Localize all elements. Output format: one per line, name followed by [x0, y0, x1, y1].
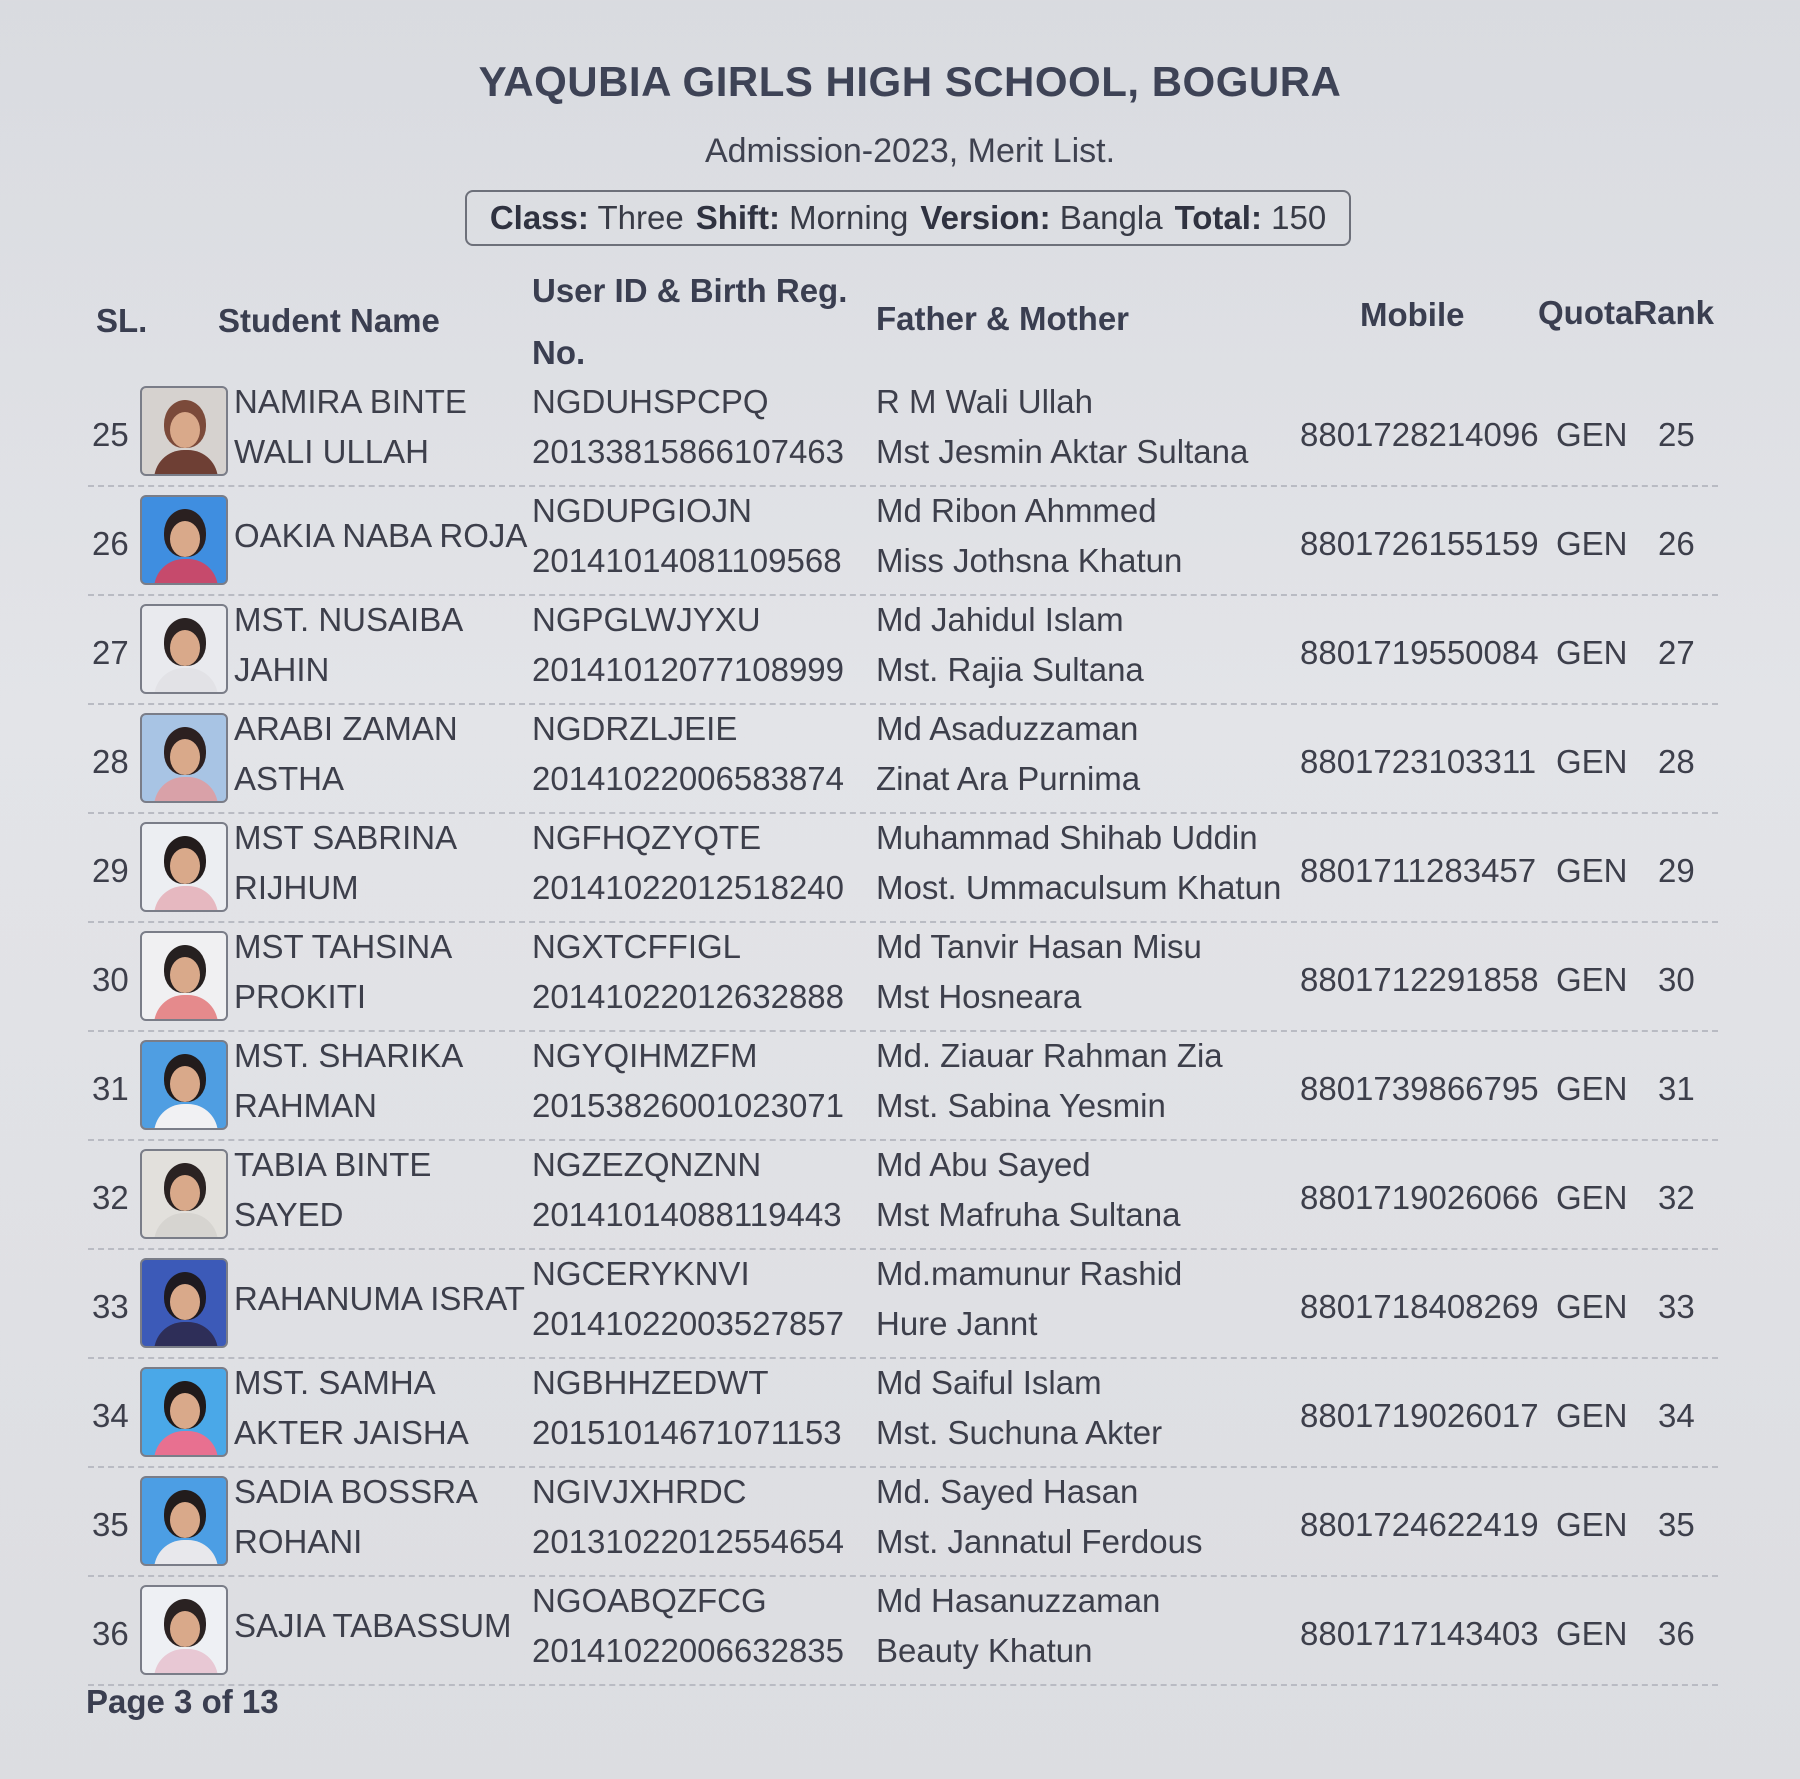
table-row	[88, 1141, 1718, 1250]
student-name-line1: MST. NUSAIBA	[234, 601, 464, 638]
photo-body	[154, 777, 218, 803]
rank: 35	[1658, 1506, 1695, 1543]
table-row	[88, 1577, 1718, 1686]
mother-name: Mst Jesmin Aktar Sultana	[876, 433, 1249, 470]
serial-number: 25	[92, 416, 129, 453]
photo-body	[154, 1540, 218, 1566]
total-value: 150	[1271, 199, 1327, 236]
student-photo	[140, 1367, 228, 1457]
mobile-number: 8801718408269	[1300, 1288, 1539, 1325]
photo-face	[170, 1502, 200, 1538]
mother-name: Mst Mafruha Sultana	[876, 1196, 1181, 1233]
mother-name: Mst. Suchuna Akter	[876, 1414, 1163, 1451]
mobile-number: 8801719550084	[1300, 634, 1539, 671]
user-id: NGDRZLJEIE	[532, 710, 738, 747]
father-name: Md Jahidul Islam	[876, 601, 1124, 638]
quota: GEN	[1556, 634, 1628, 671]
quota: GEN	[1556, 1070, 1628, 1107]
rank: 30	[1658, 961, 1695, 998]
col-header-name: Student Name	[218, 302, 440, 339]
photo-face	[170, 1175, 200, 1211]
quota: GEN	[1556, 525, 1628, 562]
rank: 31	[1658, 1070, 1695, 1107]
birth-reg-no: 20153826001023071	[532, 1087, 845, 1124]
serial-number: 31	[92, 1070, 129, 1107]
birth-reg-no: 20141022003527857	[532, 1305, 845, 1342]
list-subtitle: Admission-2023, Merit List.	[704, 132, 1116, 170]
student-name: RAHANUMA ISRAT	[234, 1280, 525, 1317]
table-row	[88, 1250, 1718, 1359]
birth-reg-no: 20131022012554654	[532, 1523, 845, 1560]
col-header-parents: Father & Mother	[876, 300, 1130, 337]
student-name-line2: WALI ULLAH	[234, 433, 430, 470]
student-photo	[140, 386, 228, 476]
col-header-quota-rank: QuotaRank	[1538, 294, 1715, 331]
table-row	[88, 1032, 1718, 1141]
student-name: OAKIA NABA ROJA	[234, 517, 528, 554]
student-name-line1: ARABI ZAMAN	[234, 710, 458, 747]
table-row	[88, 1468, 1718, 1577]
photo-body	[154, 559, 218, 585]
student-photo	[140, 1258, 228, 1348]
serial-number: 28	[92, 743, 129, 780]
col-header-uid-line1: User ID & Birth Reg.	[532, 272, 848, 309]
total-label: Total:	[1174, 199, 1262, 236]
serial-number: 35	[92, 1506, 129, 1543]
class-value: Three	[597, 199, 684, 236]
photo-face	[170, 630, 200, 666]
birth-reg-no: 20141022012632888	[532, 978, 845, 1015]
mother-name: Mst. Sabina Yesmin	[876, 1087, 1166, 1124]
birth-reg-no: 20141014081109568	[532, 542, 842, 579]
student-name-line1: MST. SAMHA	[234, 1364, 436, 1401]
father-name: R M Wali Ullah	[876, 383, 1093, 420]
col-header-uid-line2: No.	[532, 334, 586, 371]
mobile-number: 8801719026066	[1300, 1179, 1539, 1216]
photo-face	[170, 1284, 200, 1320]
rank: 34	[1658, 1397, 1695, 1434]
photo-body	[154, 1322, 218, 1348]
mobile-number: 8801728214096	[1300, 416, 1539, 453]
photo-body	[154, 1104, 218, 1130]
photo-body	[154, 1649, 218, 1675]
father-name: Md Saiful Islam	[876, 1364, 1102, 1401]
mobile-number: 8801726155159	[1300, 525, 1539, 562]
student-photo	[140, 1585, 228, 1675]
father-name: Md Abu Sayed	[876, 1146, 1091, 1183]
shift-value: Morning	[789, 199, 909, 236]
photo-face	[170, 957, 200, 993]
quota: GEN	[1556, 1179, 1628, 1216]
rank: 33	[1658, 1288, 1695, 1325]
photo-face	[170, 1066, 200, 1102]
serial-number: 27	[92, 634, 129, 671]
photo-face	[170, 848, 200, 884]
mother-name: Hure Jannt	[876, 1305, 1038, 1342]
father-name: Md Ribon Ahmmed	[876, 492, 1157, 529]
table-row	[88, 378, 1718, 487]
student-photo	[140, 1476, 228, 1566]
mother-name: Mst. Rajia Sultana	[876, 651, 1144, 688]
version-label: Version:	[920, 199, 1051, 236]
serial-number: 29	[92, 852, 129, 889]
rank: 32	[1658, 1179, 1695, 1216]
quota: GEN	[1556, 743, 1628, 780]
school-title: YAQUBIA GIRLS HIGH SCHOOL, BOGURA	[478, 58, 1342, 105]
table-row	[88, 814, 1718, 923]
student-name-line1: MST. SHARIKA	[234, 1037, 464, 1074]
student-photo	[140, 1149, 228, 1239]
student-photo	[140, 931, 228, 1021]
user-id: NGPGLWJYXU	[532, 601, 761, 638]
birth-reg-no: 20141022012518240	[532, 869, 845, 906]
mobile-number: 8801724622419	[1300, 1506, 1539, 1543]
student-name-line2: SAYED	[234, 1196, 344, 1233]
mother-name: Most. Ummaculsum Khatun	[876, 869, 1282, 906]
student-name-line1: MST SABRINA	[234, 819, 458, 856]
photo-body	[154, 995, 218, 1021]
user-id: NGDUHSPCPQ	[532, 383, 769, 420]
student-name-line2: PROKITI	[234, 978, 367, 1015]
serial-number: 33	[92, 1288, 129, 1325]
photo-face	[170, 412, 200, 448]
mobile-number: 8801723103311	[1300, 743, 1537, 780]
mother-name: Mst. Jannatul Ferdous	[876, 1523, 1203, 1560]
quota: GEN	[1556, 961, 1628, 998]
rank: 29	[1658, 852, 1695, 889]
mother-name: Beauty Khatun	[876, 1632, 1093, 1669]
birth-reg-no: 20141022006632835	[532, 1632, 845, 1669]
student-photo	[140, 822, 228, 912]
table-row	[88, 1359, 1718, 1468]
rank: 27	[1658, 634, 1695, 671]
student-name-line2: RIJHUM	[234, 869, 359, 906]
rank: 25	[1658, 416, 1695, 453]
photo-body	[154, 668, 218, 694]
user-id: NGIVJXHRDC	[532, 1473, 747, 1510]
user-id: NGZEZQNZNN	[532, 1146, 762, 1183]
father-name: Muhammad Shihab Uddin	[876, 819, 1258, 856]
user-id: NGYQIHMZFM	[532, 1037, 758, 1074]
rank: 36	[1658, 1615, 1695, 1652]
serial-number: 34	[92, 1397, 129, 1434]
rank: 26	[1658, 525, 1695, 562]
quota: GEN	[1556, 1397, 1628, 1434]
class-info-box	[465, 190, 1351, 246]
col-header-sl: SL.	[96, 302, 148, 339]
mobile-number: 8801711283457	[1300, 852, 1537, 889]
student-photo	[140, 713, 228, 803]
page-number: Page 3 of 13	[86, 1683, 279, 1720]
serial-number: 26	[92, 525, 129, 562]
father-name: Md Asaduzzaman	[876, 710, 1139, 747]
quota: GEN	[1556, 416, 1628, 453]
father-name: Md Hasanuzzaman	[876, 1582, 1161, 1619]
mobile-number: 8801717143403	[1300, 1615, 1539, 1652]
student-name-line1: SADIA BOSSRA	[234, 1473, 478, 1510]
mother-name: Mst Hosneara	[876, 978, 1082, 1015]
photo-face	[170, 1611, 200, 1647]
mobile-number: 8801712291858	[1300, 961, 1539, 998]
photo-face	[170, 521, 200, 557]
table-row	[88, 923, 1718, 1032]
table-row	[88, 705, 1718, 814]
rank: 28	[1658, 743, 1695, 780]
student-photo	[140, 604, 228, 694]
serial-number: 32	[92, 1179, 129, 1216]
col-header-mobile: Mobile	[1360, 296, 1465, 333]
student-name-line2: ROHANI	[234, 1523, 363, 1560]
father-name: Md. Sayed Hasan	[876, 1473, 1139, 1510]
version-value: Bangla	[1059, 199, 1163, 236]
photo-body	[154, 1431, 218, 1457]
student-name: SAJIA TABASSUM	[234, 1607, 512, 1644]
user-id: NGBHHZEDWT	[532, 1364, 769, 1401]
student-name-line1: NAMIRA BINTE	[234, 383, 467, 420]
photo-body	[154, 886, 218, 912]
student-photo	[140, 495, 228, 585]
birth-reg-no: 20133815866107463	[532, 433, 845, 470]
user-id: NGXTCFFIGL	[532, 928, 742, 965]
user-id: NGCERYKNVI	[532, 1255, 750, 1292]
table-row	[88, 596, 1718, 705]
quota: GEN	[1556, 1506, 1628, 1543]
photo-body	[154, 1213, 218, 1239]
quota: GEN	[1556, 852, 1628, 889]
student-name-line2: RAHMAN	[234, 1087, 378, 1124]
mother-name: Miss Jothsna Khatun	[876, 542, 1183, 579]
student-name-line1: TABIA BINTE	[234, 1146, 432, 1183]
father-name: Md Tanvir Hasan Misu	[876, 928, 1202, 965]
student-name-line2: ASTHA	[234, 760, 345, 797]
birth-reg-no: 20141012077108999	[532, 651, 845, 688]
serial-number: 36	[92, 1615, 129, 1652]
quota: GEN	[1556, 1288, 1628, 1325]
mother-name: Zinat Ara Purnima	[876, 760, 1141, 797]
serial-number: 30	[92, 961, 129, 998]
user-id: NGDUPGIOJN	[532, 492, 753, 529]
birth-reg-no: 20151014671071153	[532, 1414, 842, 1451]
father-name: Md. Ziauar Rahman Zia	[876, 1037, 1223, 1074]
user-id: NGOABQZFCG	[532, 1582, 767, 1619]
shift-label: Shift:	[695, 199, 780, 236]
student-name-line2: AKTER JAISHA	[234, 1414, 469, 1451]
mobile-number: 8801719026017	[1300, 1397, 1539, 1434]
student-name-line1: MST TAHSINA	[234, 928, 453, 965]
user-id: NGFHQZYQTE	[532, 819, 762, 856]
class-label: Class:	[489, 199, 589, 236]
table-row	[88, 487, 1718, 596]
mobile-number: 8801739866795	[1300, 1070, 1539, 1107]
birth-reg-no: 20141022006583874	[532, 760, 845, 797]
photo-face	[170, 1393, 200, 1429]
photo-face	[170, 739, 200, 775]
student-name-line2: JAHIN	[234, 651, 330, 688]
birth-reg-no: 20141014088119443	[532, 1196, 842, 1233]
quota: GEN	[1556, 1615, 1628, 1652]
student-photo	[140, 1040, 228, 1130]
father-name: Md.mamunur Rashid	[876, 1255, 1183, 1292]
photo-body	[154, 450, 218, 476]
